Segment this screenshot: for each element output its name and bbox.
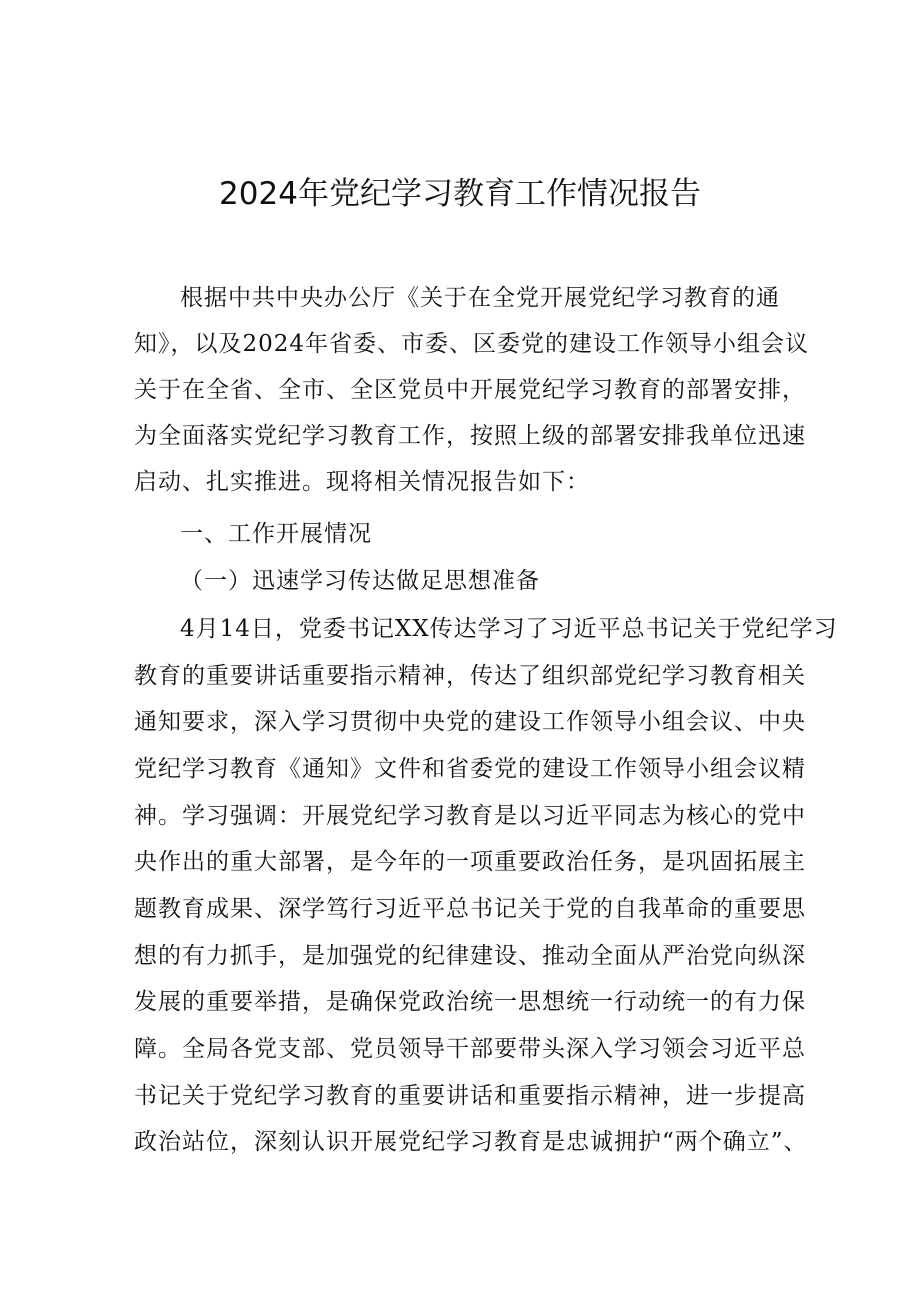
subsection-heading: （一）迅速学习传达做足思想准备: [180, 568, 540, 594]
paragraph-line: 通知要求，深入学习贯彻中央党的建设工作领导小组会议、中央: [134, 709, 806, 735]
paragraph-line: 题教育成果、深学笃行习近平总书记关于党的自我革命的重要思: [134, 896, 806, 922]
paragraph-line: 神。学习强调：开展党纪学习教育是以习近平同志为核心的党中: [134, 803, 806, 829]
paragraph-line: 教育的重要讲话重要指示精神，传达了组织部党纪学习教育相关: [134, 663, 806, 689]
document-title: 2024年党纪学习教育工作情况报告: [219, 176, 701, 212]
paragraph-line: 知》，以及2024年省委、市委、区委党的建设工作领导小组会议: [134, 331, 810, 357]
paragraph-line: 关于在全省、全市、全区党员中开展党纪学习教育的部署安排，: [134, 377, 806, 403]
paragraph-line: 政治站位，深刻认识开展党纪学习教育是忠诚拥护“两个确立”、: [134, 1129, 808, 1155]
paragraph-line: 4月14日，党委书记XX传达学习了习近平总书记关于党纪学习: [180, 616, 838, 642]
paragraph-line: 党纪学习教育《通知》文件和省委党的建设工作领导小组会议精: [134, 756, 806, 782]
paragraph-line: 为全面落实党纪学习教育工作，按照上级的部署安排我单位迅速: [134, 423, 806, 449]
paragraph-line: 想的有力抓手，是加强党的纪律建设、推动全面从严治党向纵深: [134, 943, 806, 969]
section-heading: 一、工作开展情况: [180, 521, 372, 547]
paragraph-line: 发展的重要举措，是确保党政治统一思想统一行动统一的有力保: [134, 989, 806, 1015]
paragraph-line: 根据中共中央办公厅《关于在全党开展党纪学习教育的通: [180, 285, 780, 311]
paragraph-line: 启动、扎实推进。现将相关情况报告如下：: [134, 469, 590, 495]
paragraph-line: 书记关于党纪学习教育的重要讲话和重要指示精神，进一步提高: [134, 1083, 806, 1109]
paragraph-line: 障。全局各党支部、党员领导干部要带头深入学习领会习近平总: [134, 1036, 806, 1062]
paragraph-line: 央作出的重大部署，是今年的一项重要政治任务，是巩固拓展主: [134, 849, 806, 875]
